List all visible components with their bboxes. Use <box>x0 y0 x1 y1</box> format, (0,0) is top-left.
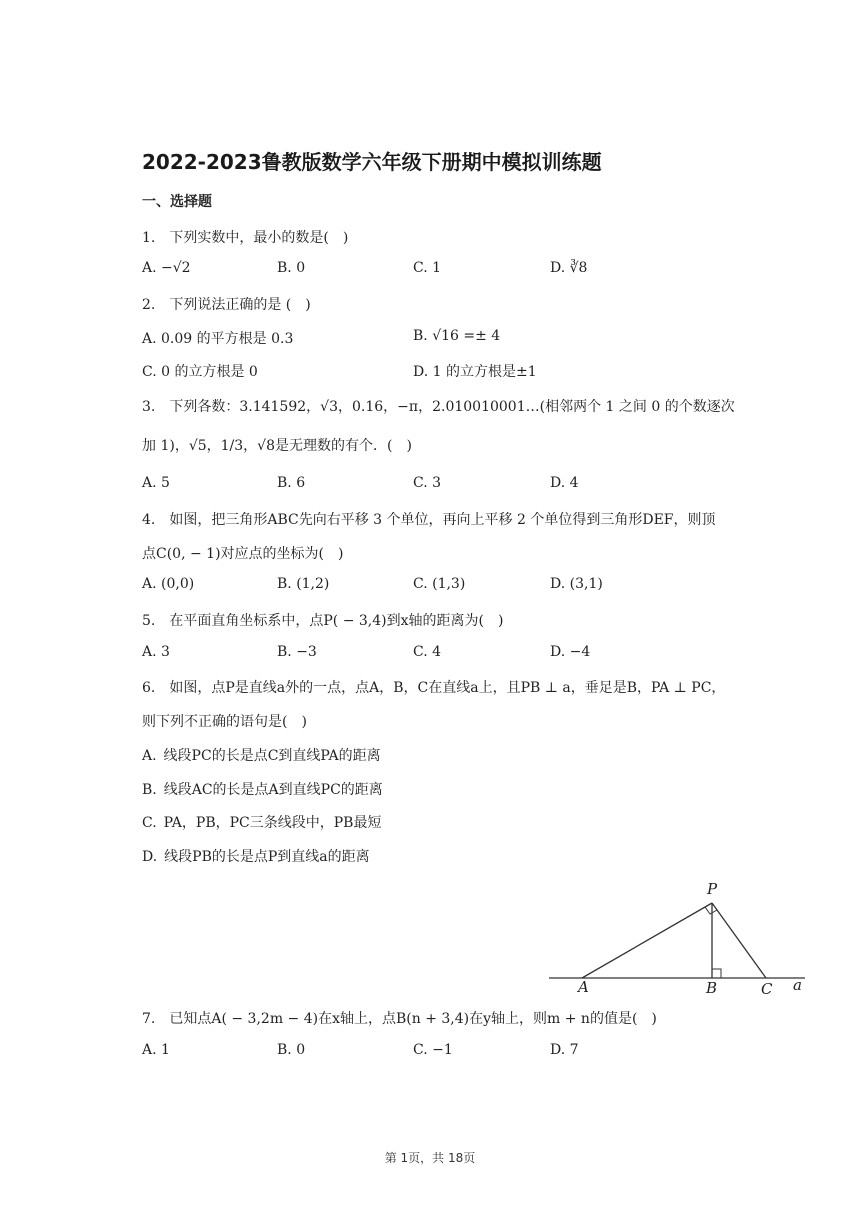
question-3-stem-line2: 加 1)，√5，1/3，√8是无理数的有个．( ) <box>142 438 412 454</box>
geometry-figure <box>545 872 815 1000</box>
question-5-option-b: B. −3 <box>277 644 317 660</box>
question-4-stem-line1: 4. 如图，把三角形ABC先向右平移 3 个单位，再向上平移 2 个单位得到三角形DEF，则顶 <box>142 512 716 528</box>
question-3-option-b: B. 6 <box>277 475 306 491</box>
page-footer: 第 1页，共 18页 <box>384 1151 476 1165</box>
question-2-option-b: B. √16 =± 4 <box>413 328 501 344</box>
question-4-stem-line2: 点C(0, − 1)对应点的坐标为( ) <box>142 546 344 562</box>
question-1-stem: 1. 下列实数中，最小的数是( ) <box>142 230 349 246</box>
question-6-option-c: C. PA，PB，PC三条线段中，PB最短 <box>142 815 382 831</box>
label-b: B <box>706 979 718 997</box>
question-3-stem-line1: 3. 下列各数：3.141592，√3，0.16，−π，2.010010001…(相邻两个 1 之间 0 的个数逐次 <box>142 399 735 415</box>
question-4-option-a: A. (0,0) <box>142 576 195 592</box>
question-5-stem: 5. 在平面直角坐标系中，点P( − 3,4)到x轴的距离为( ) <box>142 613 504 629</box>
question-4-option-b: B. (1,2) <box>277 576 330 592</box>
question-1-option-d: D. ∛8 <box>550 260 588 276</box>
page-title: 2022-2023鲁教版数学六年级下册期中模拟训练题 <box>142 150 602 174</box>
question-2-option-a: A. 0.09 的平方根是 0.3 <box>142 331 294 347</box>
question-7-option-b: B. 0 <box>277 1042 306 1058</box>
question-7-option-a: A. 1 <box>142 1042 170 1058</box>
label-line-a: a <box>793 976 802 994</box>
question-2-option-c: C. 0 的立方根是 0 <box>142 364 258 380</box>
label-p: P <box>707 880 718 898</box>
question-4-option-c: C. (1,3) <box>413 576 466 592</box>
question-7-option-d: D. 7 <box>550 1042 579 1058</box>
segment-pa <box>582 903 712 978</box>
question-6-stem-line2: 则下列不正确的语句是( ) <box>142 714 307 730</box>
question-1-option-c: C. 1 <box>413 260 442 276</box>
question-6-option-b: B. 线段AC的长是点A到直线PC的距离 <box>142 782 383 798</box>
question-3-option-d: D. 4 <box>550 475 579 491</box>
question-7-stem: 7. 已知点A( − 3,2m − 4)在x轴上，点B(n + 3,4)在y轴上，则m + n的值是( ) <box>142 1011 657 1027</box>
question-6-option-d: D. 线段PB的长是点P到直线a的距离 <box>142 849 370 865</box>
question-6-stem-line1: 6. 如图，点P是直线a外的一点，点A，B，C在直线a上，且PB ⊥ a，垂足是B，PA ⊥ PC， <box>142 680 726 696</box>
right-angle-mark-b <box>712 969 721 978</box>
section-heading: 一、选择题 <box>142 194 212 210</box>
question-2-stem: 2. 下列说法正确的是 ( ) <box>142 297 311 313</box>
segment-pc <box>712 903 766 978</box>
question-1-option-a: A. −√2 <box>142 260 191 276</box>
question-7-option-c: C. −1 <box>413 1042 453 1058</box>
question-6-option-a: A. 线段PC的长是点C到直线PA的距离 <box>142 748 381 764</box>
question-5-option-a: A. 3 <box>142 644 170 660</box>
question-4-option-d: D. (3,1) <box>550 576 603 592</box>
question-2-option-d: D. 1 的立方根是±1 <box>413 364 537 380</box>
question-5-option-c: C. 4 <box>413 644 442 660</box>
question-3-option-a: A. 5 <box>142 475 170 491</box>
question-3-option-c: C. 3 <box>413 475 442 491</box>
question-5-option-d: D. −4 <box>550 644 591 660</box>
label-a: A <box>578 978 589 996</box>
label-c: C <box>761 980 773 998</box>
question-1-option-b: B. 0 <box>277 260 306 276</box>
